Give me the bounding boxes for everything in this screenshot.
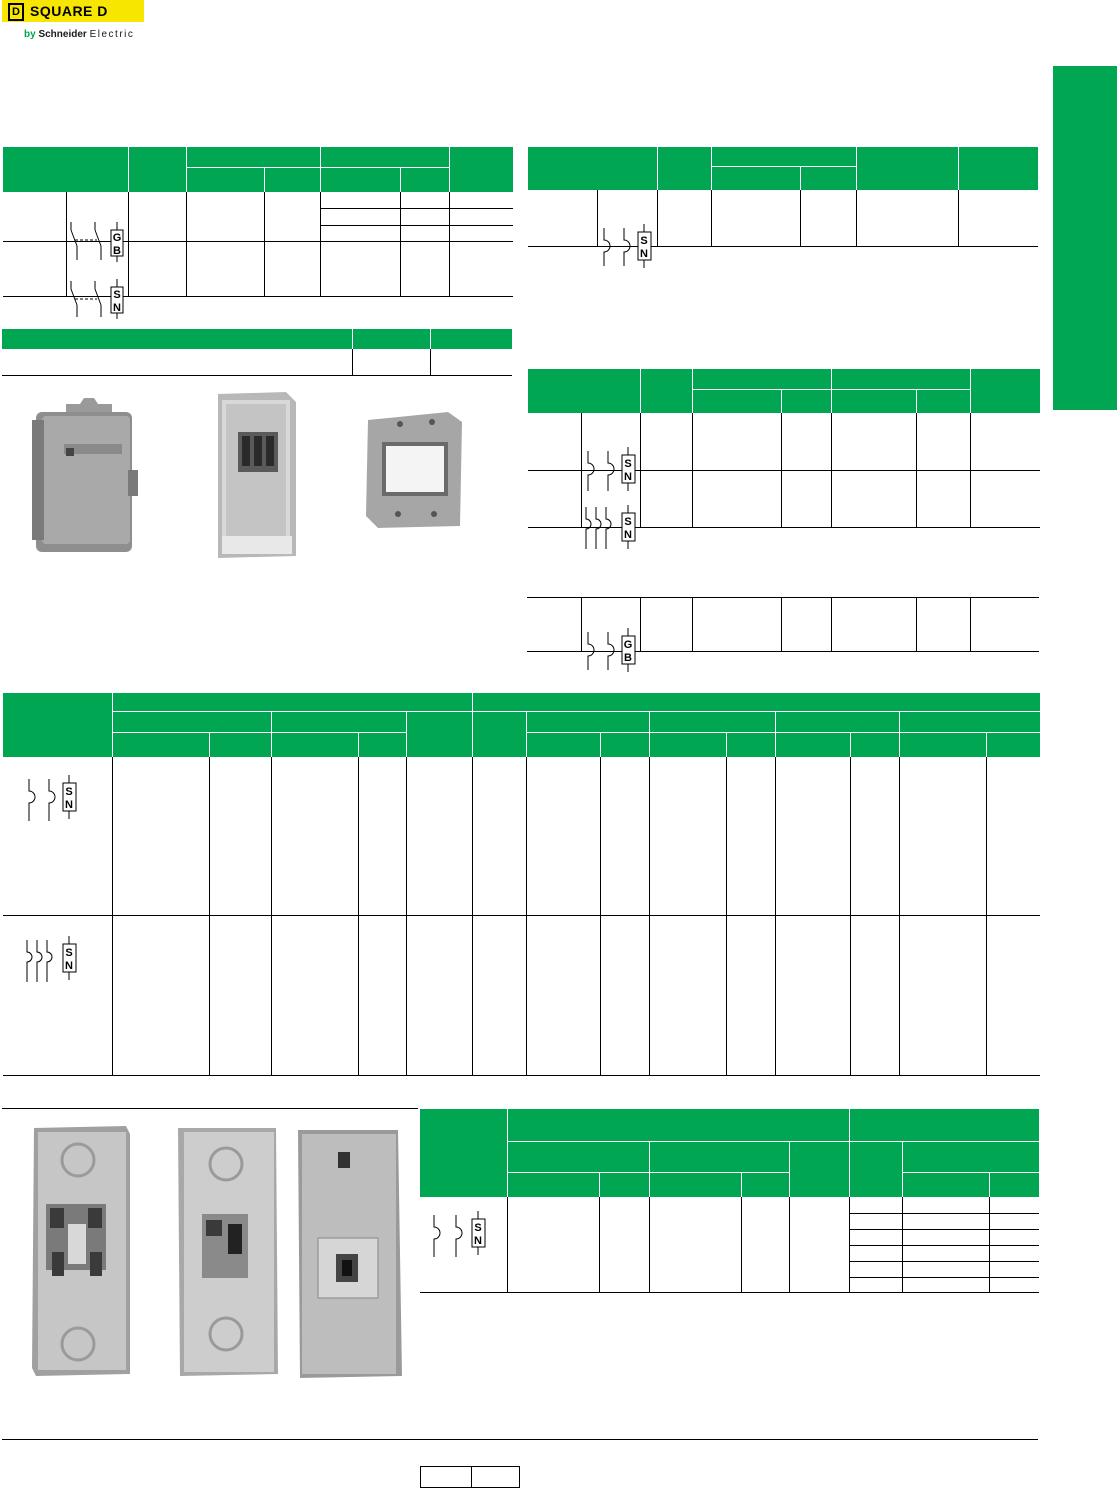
table-a — [2, 146, 513, 314]
sym-s: S — [624, 516, 632, 528]
table-row — [420, 1197, 1039, 1293]
enclosure-cover-photo — [28, 394, 148, 558]
footer-rule — [2, 1439, 1038, 1440]
table-d — [527, 368, 1040, 541]
byline-by: by — [24, 29, 36, 40]
section-tab — [1053, 66, 1117, 410]
mounting-bracket-photo — [362, 408, 466, 530]
table-row — [528, 471, 1040, 528]
table-d2 — [527, 598, 1039, 665]
table-row — [3, 192, 513, 242]
logo-mark: D — [8, 3, 24, 21]
breaker-enclosure-photo — [172, 1124, 282, 1378]
table-row — [2, 349, 512, 376]
sym-s: S — [64, 785, 73, 798]
switch-gb-symbol — [67, 192, 129, 258]
sym-s: S — [624, 458, 632, 471]
sym-n: N — [624, 529, 632, 541]
sym-n: N — [624, 471, 632, 484]
page-number-box — [420, 1466, 520, 1488]
table-row — [3, 242, 513, 297]
open-meter-enclosure-photo — [26, 1124, 136, 1378]
sym-n: N — [64, 960, 73, 972]
sym-n: N — [113, 302, 121, 314]
table-row — [527, 598, 1039, 651]
breaker-sn-symbol — [598, 190, 658, 260]
table-row — [3, 916, 1040, 1076]
table-e — [2, 692, 1040, 1076]
sym-g: G — [623, 639, 632, 652]
breaker-2p-sn-symbol — [582, 413, 641, 484]
switch-sn-symbol — [67, 242, 129, 314]
logo-text: SQUARE D — [30, 3, 108, 19]
breaker-gb-symbol — [581, 598, 640, 665]
breaker-2p-sn-symbol — [420, 1197, 508, 1293]
sym-s: S — [473, 1221, 482, 1234]
breaker-3p-sn-symbol — [582, 471, 641, 541]
breaker-2p-sn-symbol — [3, 757, 113, 916]
schneider-electric-byline — [24, 29, 134, 40]
table-row — [3, 757, 1040, 916]
divider — [2, 1108, 418, 1109]
sym-n: N — [640, 247, 648, 260]
sym-g: G — [112, 232, 122, 245]
sym-b: B — [623, 652, 632, 665]
sym-n: N — [473, 1234, 482, 1247]
table-row — [528, 190, 1038, 247]
enclosure-with-cover-photo — [296, 1128, 404, 1380]
sym-s: S — [64, 947, 73, 959]
table-f — [419, 1108, 1039, 1293]
table-b — [527, 146, 1038, 260]
breaker-3p-sn-symbol — [3, 916, 113, 1076]
open-enclosure-photo — [208, 388, 304, 564]
table-c — [2, 328, 512, 376]
square-d-logo — [2, 0, 144, 22]
sym-b: B — [113, 245, 121, 258]
sym-s: S — [113, 289, 121, 301]
byline-schneider: Schneider — [38, 29, 87, 40]
sym-s: S — [640, 234, 648, 247]
byline-electric: Electric — [89, 29, 135, 40]
sym-n: N — [64, 798, 73, 811]
table-row — [528, 413, 1040, 471]
